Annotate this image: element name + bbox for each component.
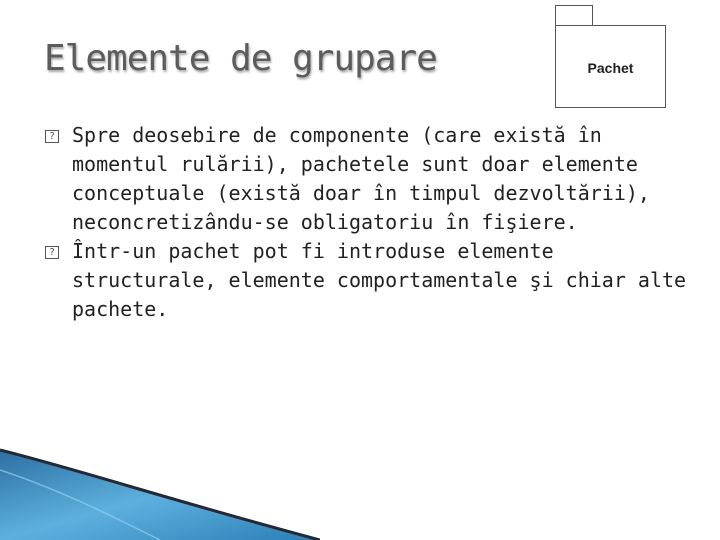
bullet-text: Spre deosebire de componente (care există în momentul rulării), pachetele sunt doar elemente conceptuale (există doar în timpul dezvoltării), neconcretizându-se obligatoriu în fişiere. <box>72 123 650 234</box>
slide-title: Elemente de grupare <box>44 38 437 79</box>
bullet-list <box>40 121 690 324</box>
package-label: Pachet <box>587 60 634 76</box>
package-tab <box>555 5 593 26</box>
package-body <box>555 25 666 108</box>
bullet-text: Într-un pachet pot fi introduse elemente structurale, elemente comportamentale şi chiar alte pachete. <box>72 239 687 321</box>
bullet-item <box>40 237 690 324</box>
bullet-box-icon: ? <box>45 246 59 259</box>
bullet-box-icon: ? <box>45 130 59 143</box>
bullet-item <box>40 121 690 237</box>
decorative-swoosh <box>0 440 320 540</box>
